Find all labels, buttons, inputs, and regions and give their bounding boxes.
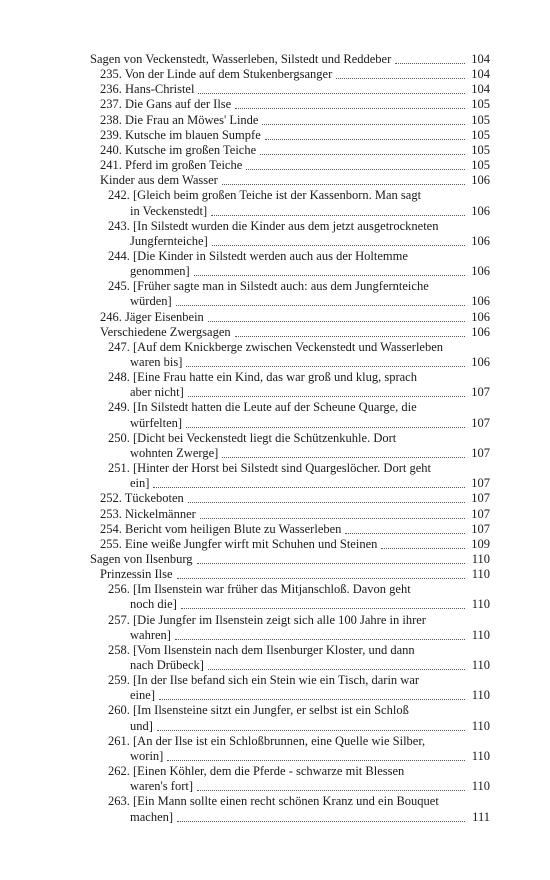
toc-entry-title: 236. Hans-Christel bbox=[100, 82, 195, 97]
page-number: 107 bbox=[471, 506, 490, 521]
toc-entry-title: 239. Kutsche im blauen Sumpfe bbox=[100, 127, 261, 142]
page-number: 106 bbox=[471, 173, 490, 188]
toc-entry-title: 260. [Im Ilsensteine sitzt ein Jungfer, er selbst ist ein Schloß bbox=[108, 703, 409, 718]
page-number: 110 bbox=[471, 567, 490, 582]
toc-entry-title-continued: waren bis] bbox=[130, 355, 183, 369]
toc-entry-title: 243. [In Silstedt wurden die Kinder aus dem jetzt ausgetrockneten bbox=[108, 218, 439, 233]
toc-entry-title-continued: genommen] bbox=[130, 264, 190, 279]
dot-leader bbox=[176, 304, 465, 306]
toc-entry-title: 262. [Einen Köhler, dem die Pferde - schwarze mit Blessen bbox=[108, 764, 405, 779]
toc-entry-title-continued: noch die] bbox=[130, 597, 177, 612]
page-number: 106 bbox=[471, 324, 490, 339]
toc-entry-title: 248. [Eine Frau hatte ein Kind, das war groß und klug, sprach bbox=[108, 370, 417, 385]
dot-leader bbox=[159, 698, 465, 700]
toc-entry-title: Prinzessin Ilse bbox=[100, 567, 173, 582]
dot-leader bbox=[222, 456, 465, 458]
toc-entry-title: 235. Von der Linde auf dem Stukenbergsanger bbox=[100, 67, 333, 82]
page-number: 110 bbox=[471, 627, 490, 642]
page-number: 107 bbox=[471, 476, 490, 491]
page-number: 111 bbox=[472, 809, 490, 824]
toc-entry-title: 254. Bericht vom heiligen Blute zu Wasserleben bbox=[100, 521, 342, 536]
page-number: 110 bbox=[471, 748, 490, 763]
page-number: 104 bbox=[471, 82, 490, 97]
page-number: 105 bbox=[471, 97, 490, 112]
toc-entry-title: Sagen von Veckenstedt, Wasserleben, Silstedt und Reddeber bbox=[90, 52, 392, 66]
dot-leader bbox=[260, 153, 465, 155]
toc-entry-title-continued: wahren] bbox=[130, 627, 171, 642]
dot-leader bbox=[381, 547, 465, 549]
toc-entry-title-continued: Jungfernteiche] bbox=[130, 233, 208, 248]
toc-entry-title: 250. [Dicht bei Veckenstedt liegt die Schützenkuhle. Dort bbox=[108, 430, 397, 445]
page-number: 105 bbox=[471, 127, 490, 142]
toc-entry-title-continued: aber nicht] bbox=[130, 385, 184, 400]
page-number: 106 bbox=[471, 355, 490, 369]
toc-entry-title: 241. Pferd im großen Teiche bbox=[100, 158, 243, 173]
dot-leader bbox=[153, 486, 465, 488]
toc-entry-title: 258. [Vom Ilsenstein nach dem Ilsenburger Kloster, und dann bbox=[108, 642, 415, 657]
toc-entry-title: 237. Die Gans auf der Ilse bbox=[100, 97, 232, 112]
dot-leader bbox=[194, 274, 465, 276]
dot-leader bbox=[211, 214, 465, 216]
page-number: 110 bbox=[471, 658, 490, 672]
dot-leader bbox=[188, 395, 465, 397]
toc-entry-title: Kinder aus dem Wasser bbox=[100, 173, 218, 188]
page-number: 106 bbox=[471, 294, 490, 309]
toc-entry-title: 259. [In der Ilse befand sich ein Stein wie ein Tisch, darin war bbox=[108, 673, 420, 688]
dot-leader bbox=[208, 320, 465, 322]
toc-entry-title: 245. [Früher sagte man in Silstedt auch: aus dem Jungfernteiche bbox=[108, 279, 429, 294]
toc-entry-title: 263. [Ein Mann sollte einen recht schönen Kranz und ein Bouquet bbox=[108, 794, 439, 809]
toc-entry-title: 251. [Hinter der Horst bei Silstedt sind Quargeslöcher. Dort geht bbox=[108, 461, 431, 476]
page-number: 107 bbox=[471, 415, 490, 430]
toc-entry-title-continued: würfelten] bbox=[130, 415, 183, 430]
toc-entry-title: Verschiedene Zwergsagen bbox=[100, 324, 231, 339]
toc-entry-title: 247. [Auf dem Knickberge zwischen Veckenstedt und Wasserleben bbox=[108, 339, 444, 354]
page-number: 105 bbox=[471, 158, 490, 173]
page-number: 105 bbox=[471, 112, 490, 127]
toc-entry-title: Sagen von Ilsenburg bbox=[90, 551, 193, 566]
dot-leader bbox=[208, 668, 465, 670]
toc-entry-title-continued: eine] bbox=[130, 688, 155, 703]
toc-entry-title: 256. [Im Ilsenstein war früher das Mitjanschloß. Davon geht bbox=[108, 582, 411, 597]
page-number: 110 bbox=[471, 688, 490, 703]
dot-leader bbox=[198, 92, 465, 94]
dot-leader bbox=[246, 168, 465, 170]
dot-leader bbox=[262, 123, 465, 125]
toc-entry-title: 249. [In Silstedt hatten die Leute auf der Scheune Quarge, die bbox=[108, 400, 417, 415]
toc-entry-title-continued: wohnten Zwerge] bbox=[130, 445, 219, 460]
toc-entry-title-continued: in Veckenstedt] bbox=[130, 203, 208, 218]
dot-leader bbox=[177, 577, 465, 579]
dot-leader bbox=[212, 244, 465, 246]
page-number: 104 bbox=[471, 67, 490, 82]
toc-entry-title: 253. Nickelmänner bbox=[100, 506, 196, 521]
page-number: 110 bbox=[471, 779, 490, 794]
page-number: 107 bbox=[471, 491, 490, 506]
toc-entry-title: 246. Jäger Eisenbein bbox=[100, 309, 204, 324]
dot-leader bbox=[395, 62, 465, 64]
dot-leader bbox=[197, 562, 465, 564]
page-number: 105 bbox=[471, 142, 490, 157]
page-number: 109 bbox=[471, 536, 490, 551]
dot-leader bbox=[181, 607, 465, 609]
dot-leader bbox=[157, 729, 465, 731]
dot-leader bbox=[345, 532, 465, 534]
page-number: 106 bbox=[471, 309, 490, 324]
toc-entry-title-continued: machen] bbox=[130, 809, 174, 824]
page-number: 106 bbox=[471, 233, 490, 248]
dot-leader bbox=[235, 107, 465, 109]
toc-entry-title: 261. [An der Ilse ist ein Schloßbrunnen, eine Quelle wie Silber, bbox=[108, 733, 426, 748]
page-number: 110 bbox=[471, 551, 490, 566]
dot-leader bbox=[235, 335, 465, 337]
dot-leader bbox=[200, 517, 465, 519]
dot-leader bbox=[186, 365, 465, 367]
dot-leader bbox=[336, 77, 465, 79]
dot-leader bbox=[265, 138, 465, 140]
toc-entry-title: 242. [Gleich beim großen Teiche ist der Kassenborn. Man sagt bbox=[108, 188, 422, 203]
toc-entry-title: 240. Kutsche im großen Teiche bbox=[100, 142, 257, 157]
dot-leader bbox=[167, 759, 465, 761]
toc-entry-title-continued: waren's fort] bbox=[130, 779, 193, 794]
dot-leader bbox=[175, 638, 465, 640]
dot-leader bbox=[197, 789, 465, 791]
toc-entry-title: 257. [Die Jungfer im Ilsenstein zeigt sich alle 100 Jahre in ihrer bbox=[108, 612, 426, 627]
page-number: 104 bbox=[471, 52, 490, 66]
dot-leader bbox=[186, 426, 465, 428]
page-number: 107 bbox=[471, 445, 490, 460]
toc-entry-title-continued: und] bbox=[130, 718, 153, 733]
toc-entry-title: 255. Eine weiße Jungfer wirft mit Schuhen und Steinen bbox=[100, 536, 378, 551]
toc-entry-title-continued: ein] bbox=[130, 476, 150, 491]
toc-entry-title-continued: worin] bbox=[130, 748, 164, 763]
toc-entry-title: 238. Die Frau an Möwes' Linde bbox=[100, 112, 259, 127]
toc-entry-title-continued: nach Drübeck] bbox=[130, 658, 204, 672]
page-number: 106 bbox=[471, 203, 490, 218]
toc-entry-title-continued: würden] bbox=[130, 294, 172, 309]
page-number: 107 bbox=[471, 385, 490, 400]
toc-entry-title: 244. [Die Kinder in Silstedt werden auch aus der Holtemme bbox=[108, 248, 408, 263]
page-number: 110 bbox=[471, 718, 490, 733]
page-number: 110 bbox=[471, 597, 490, 612]
page-number: 107 bbox=[471, 521, 490, 536]
dot-leader bbox=[222, 183, 465, 185]
dot-leader bbox=[188, 501, 465, 503]
toc-entry-title: 252. Tückeboten bbox=[100, 491, 184, 506]
dot-leader bbox=[177, 820, 465, 822]
page-number: 106 bbox=[471, 264, 490, 279]
